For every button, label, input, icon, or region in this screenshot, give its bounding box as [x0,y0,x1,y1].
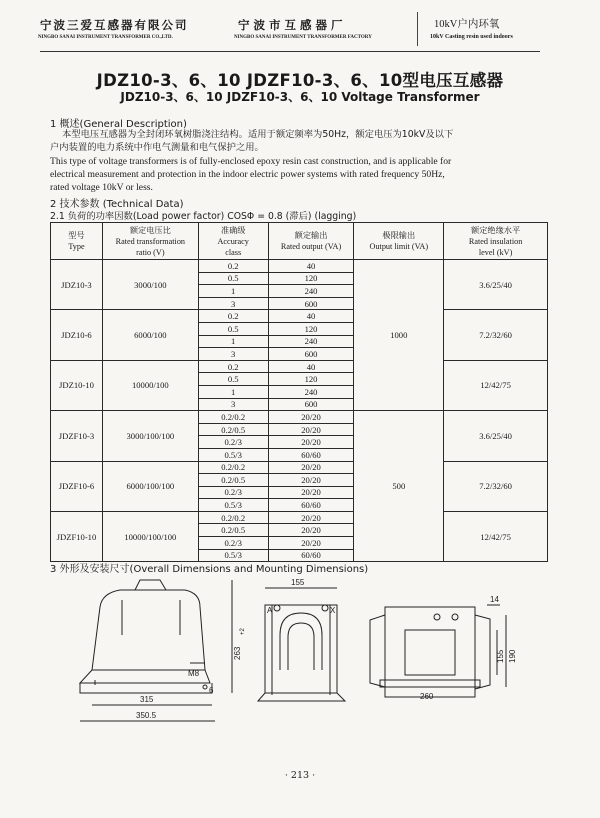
category-en: 10kV Casting resin used indoors [430,34,513,40]
technical-data-table [50,222,548,562]
cell-rated-output: 40 [268,310,354,323]
table-row [51,511,548,524]
desc-cn-line1: 本型电压互感器为全封闭环氧树脂浇注结构。适用于额定频率为50Hz，额定电压为10kV及以下 [62,129,454,140]
table-row [51,310,548,323]
label-x: X [330,606,336,615]
cell-rated-output: 20/20 [268,486,354,499]
cell-rated-output: 120 [268,322,354,335]
section2-heading: 2 技术参数 (Technical Data) [50,199,184,210]
company2-en: NINGBO SANAI INSTRUMENT TRANSFORMER FACTORY [234,35,372,40]
cell-insulation: 3.6/25/40 [444,411,548,461]
table-row [51,411,548,424]
cell-rated-output: 240 [268,335,354,348]
table-row [51,360,548,373]
side-view-drawing [258,605,345,701]
dim-155: 155 [496,649,505,663]
cell-accuracy: 0.5/3 [198,448,268,461]
dim-260: 260 [420,692,434,701]
cell-accuracy: 3 [198,297,268,310]
cell-rated-output: 600 [268,297,354,310]
cell-rated-output: 20/20 [268,511,354,524]
desc-cn-line2: 户内装置的电力系统中作电气测量和电气保护之用。 [50,142,264,153]
table-header-row [51,223,548,260]
cell-output-limit: 1000 [354,260,444,411]
cell-rated-output: 20/20 [268,537,354,550]
cell-rated-output: 40 [268,360,354,373]
desc-en-line1: This type of voltage transformers is of fully-enclosed epoxy resin cast construction, and is applicable for [50,156,452,167]
desc-en-line3: rated voltage 10kV or less. [50,182,153,193]
label-hole: 6 [209,686,214,695]
cell-rated-output: 240 [268,285,354,298]
cell-ratio: 10000/100/100 [102,511,198,561]
cell-ratio: 6000/100/100 [102,461,198,511]
cell-accuracy: 1 [198,285,268,298]
cell-accuracy: 0.2 [198,310,268,323]
cell-insulation: 12/42/75 [444,360,548,410]
top-view-drawing [370,607,490,697]
cell-rated-output: 20/20 [268,461,354,474]
cell-rated-output: 60/60 [268,499,354,512]
dim-width2: 350.5 [136,711,157,720]
cell-accuracy: 1 [198,335,268,348]
dim-top: 155 [291,578,305,587]
drawing-labels [136,578,517,720]
cell-accuracy: 0.2 [198,260,268,273]
cell-accuracy: 0.5 [198,373,268,386]
cell-accuracy: 0.2/3 [198,537,268,550]
cell-rated-output: 600 [268,348,354,361]
cell-accuracy: 0.2/3 [198,486,268,499]
cell-accuracy: 3 [198,348,268,361]
dim-14: 14 [490,595,499,604]
cell-ratio: 10000/100 [102,360,198,410]
cell-insulation: 7.2/32/60 [444,461,548,511]
table-row [51,260,548,273]
cell-ratio: 3000/100 [102,260,198,310]
cell-accuracy: 0.2/0.2 [198,461,268,474]
header-divider [40,51,540,52]
cell-accuracy: 0.5/3 [198,549,268,562]
table-row [51,461,548,474]
dim-height: 263 [233,646,242,660]
cell-rated-output: 600 [268,398,354,411]
th-ratio: 额定电压比 Rated transformation ratio (V) [102,223,198,260]
cell-type: JDZ10-6 [51,310,103,360]
th-insulation: 额定绝缘水平 Rated insulation level (kV) [444,223,548,260]
cell-accuracy: 0.2 [198,360,268,373]
page-title-en: JDZ10-3、6、10 JDZF10-3、6、10 Voltage Transformer [120,90,480,104]
dim-width1: 315 [140,695,154,704]
dimension-drawings [0,575,600,735]
cell-accuracy: 0.5 [198,322,268,335]
cell-type: JDZF10-3 [51,411,103,461]
section3-heading: 3 外形及安装尺寸(Overall Dimensions and Mounting Dimensions) [50,564,369,575]
cell-insulation: 3.6/25/40 [444,260,548,310]
cell-rated-output: 120 [268,373,354,386]
label-m8: M8 [188,669,200,678]
section1-heading: 1 概述(General Description) [50,119,187,130]
section2-sub: 2.1 负荷的功率因数(Load power factor) COSΦ = 0.8 (滞后) (lagging) [50,211,357,222]
cell-type: JDZF10-10 [51,511,103,561]
cell-rated-output: 20/20 [268,524,354,537]
cell-type: JDZ10-3 [51,260,103,310]
cell-rated-output: 40 [268,260,354,273]
cell-rated-output: 60/60 [268,448,354,461]
cell-rated-output: 120 [268,272,354,285]
page-header [0,8,600,50]
page-number: · 213 · [284,770,316,781]
cell-insulation: 12/42/75 [444,511,548,561]
cell-output-limit: 500 [354,411,444,562]
cell-accuracy: 1 [198,385,268,398]
th-rated-output: 额定输出 Rated output (VA) [268,223,354,260]
th-type: 型号 Type [51,223,103,260]
cell-type: JDZF10-6 [51,461,103,511]
cell-rated-output: 20/20 [268,436,354,449]
desc-en-line2: electrical measurement and protection in the indoor electric power systems with rated frequency 50Hz, [50,169,445,180]
cell-accuracy: 0.5/3 [198,499,268,512]
cell-type: JDZ10-10 [51,360,103,410]
company2-cn: 宁波市互感器厂 [238,18,347,32]
th-accuracy: 准确级 Accuracy class [198,223,268,260]
cell-accuracy: 3 [198,398,268,411]
cell-rated-output: 20/20 [268,423,354,436]
cell-accuracy: 0.5 [198,272,268,285]
company1-en: NINGBO SANAI INSTRUMENT TRANSFORMER CO.,LTD. [38,35,173,40]
category-box [417,12,538,46]
dim-190: 190 [508,649,517,663]
cell-rated-output: 20/20 [268,474,354,487]
label-a: A [267,606,273,615]
cell-accuracy: 0.2/0.5 [198,423,268,436]
cell-rated-output: 20/20 [268,411,354,424]
dim-height-tol: +2 [240,628,246,635]
cell-accuracy: 0.2/0.5 [198,524,268,537]
cell-accuracy: 0.2/3 [198,436,268,449]
cell-accuracy: 0.2/0.2 [198,411,268,424]
page-title-cn: JDZ10-3、6、10 JDZF10-3、6、10型电压互感器 [96,71,504,90]
cell-accuracy: 0.2/0.5 [198,474,268,487]
cell-insulation: 7.2/32/60 [444,310,548,360]
cell-accuracy: 0.2/0.2 [198,511,268,524]
cell-rated-output: 60/60 [268,549,354,562]
th-output-limit: 极限输出 Output limit (VA) [354,223,444,260]
company1-cn: 宁波三爱互感器有限公司 [40,18,189,32]
cell-ratio: 3000/100/100 [102,411,198,461]
cell-rated-output: 240 [268,385,354,398]
category-cn: 10kV户内环氧 [434,19,500,30]
cell-ratio: 6000/100 [102,310,198,360]
